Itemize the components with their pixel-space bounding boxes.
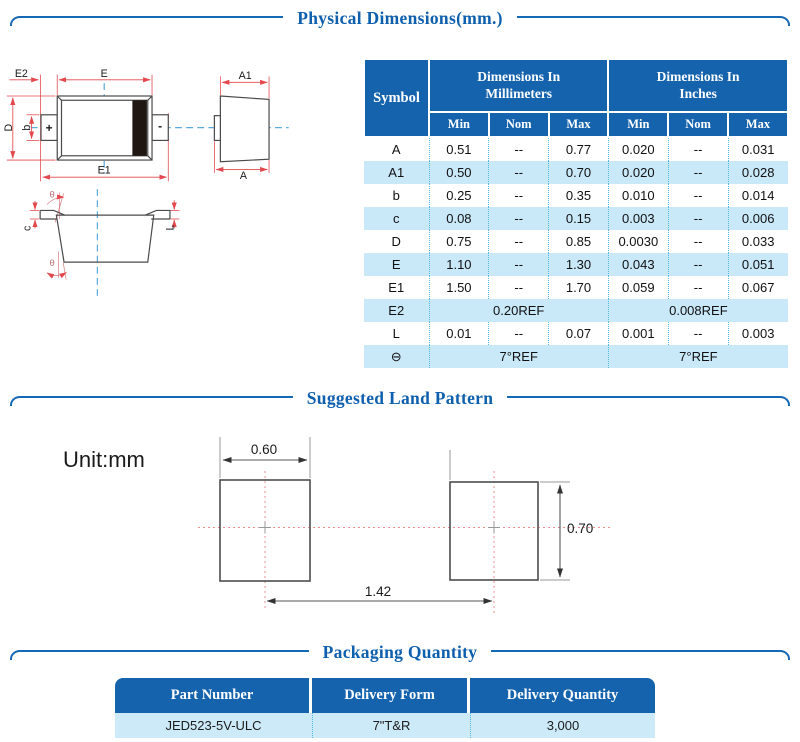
- label-plus: +: [45, 120, 53, 135]
- label-theta-top: θ: [49, 188, 55, 200]
- subheader-in-max: Max: [728, 112, 788, 137]
- section-title-packaging: Packaging Quantity: [322, 641, 478, 662]
- packaging-table-row: [115, 713, 655, 738]
- part-number-value: JED523-5V-ULC: [115, 713, 312, 738]
- column-header-symbol: Symbol: [364, 59, 429, 137]
- table-row-D: D 0.75 -- 0.85 0.0030 -- 0.033: [364, 230, 788, 253]
- symbol-cell: A: [391, 142, 401, 157]
- section-title-physical-dimensions: Physical Dimensions(mm.): [297, 7, 503, 28]
- table-row-b: b 0.25 -- 0.35 0.010 -- 0.014: [364, 184, 788, 207]
- unit-label: Unit:mm: [63, 447, 145, 472]
- label-e1: E1: [97, 164, 111, 177]
- subheader-mm-min: Min: [429, 112, 489, 137]
- group-header-millimeters: [429, 59, 608, 112]
- cathode-band: [132, 100, 147, 156]
- section-header-land-pattern: [0, 386, 800, 410]
- label-b: b: [20, 124, 33, 131]
- symbol-cell: E1: [388, 280, 405, 295]
- symbol-cell: c: [393, 211, 400, 226]
- table-row-c: c 0.08 -- 0.15 0.003 -- 0.006: [364, 207, 788, 230]
- pad-pitch-value: 1.42: [364, 584, 392, 599]
- land-pattern-drawing: [0, 430, 660, 634]
- solder-pads: [220, 480, 538, 581]
- table-row-A1: A1 0.50 -- 0.70 0.020 -- 0.028: [364, 161, 788, 184]
- table-row-theta: [364, 345, 788, 368]
- table-row-E: E 1.10 -- 1.30 0.043 -- 0.051: [364, 253, 788, 276]
- header-rule-left: [10, 16, 283, 26]
- packaging-table-header: [115, 678, 655, 713]
- label-minus: -: [158, 119, 163, 134]
- header-rule-left: [10, 650, 309, 660]
- subheader-mm-max: Max: [549, 112, 609, 137]
- symbol-cell: A1: [388, 165, 405, 180]
- table-row-E1: E1 1.50 -- 1.70 0.059 -- 0.067: [364, 276, 788, 299]
- header-rule-right: [507, 396, 790, 406]
- span-cell-mm: 7°REF: [429, 345, 608, 368]
- symbol-cell: E: [391, 257, 401, 272]
- section-header-physical-dimensions: [0, 6, 800, 30]
- symbol-cell: D: [391, 234, 401, 249]
- label-l: L: [164, 224, 177, 231]
- label-d: D: [2, 123, 15, 132]
- symbol-cell: L: [392, 326, 400, 341]
- delivery-quantity-value: 3,000: [470, 713, 655, 738]
- packaging-table: [115, 678, 655, 738]
- header-part-number: Part Number: [115, 678, 312, 713]
- symbol-cell: b: [392, 188, 400, 203]
- land-dimension-labels: [251, 442, 593, 599]
- pad-centerlines: [198, 471, 612, 613]
- delivery-form-value: 7"T&R: [312, 713, 470, 738]
- table-row-E2: [364, 299, 788, 322]
- header-rule-left: [10, 396, 293, 406]
- span-cell-mm: 0.20REF: [429, 299, 608, 322]
- group-header-inches-label: Dimensions In Inches: [656, 68, 740, 101]
- header-rule-right: [491, 650, 790, 660]
- pad-width-value: 0.60: [250, 442, 278, 457]
- header-delivery-form: Delivery Form: [312, 678, 470, 713]
- group-header-inches: [608, 59, 787, 112]
- table-row-L: L 0.01 -- 0.07 0.001 -- 0.003: [364, 322, 788, 345]
- dimensions-table: [363, 58, 789, 368]
- header-rule-right: [517, 16, 790, 26]
- label-a1: A1: [238, 69, 252, 82]
- label-e: E: [100, 68, 108, 81]
- subheader-in-min: Min: [608, 112, 668, 137]
- group-header-millimeters-label: Dimensions In Millimeters: [477, 68, 561, 101]
- span-cell-in: 7°REF: [608, 345, 787, 368]
- subheader-in-nom: Nom: [668, 112, 728, 137]
- symbol-cell: E2: [388, 303, 405, 318]
- span-cell-in: 0.008REF: [608, 299, 787, 322]
- label-e2: E2: [14, 68, 28, 81]
- label-theta-bottom: θ: [49, 256, 55, 268]
- package-dimension-drawing: [0, 55, 360, 377]
- label-a: A: [239, 169, 247, 182]
- pad-height-value: 0.70: [567, 521, 594, 536]
- subheader-mm-nom: Nom: [489, 112, 549, 137]
- section-header-packaging: [0, 640, 800, 664]
- label-c: c: [21, 225, 34, 232]
- symbol-cell: ⊖: [390, 348, 402, 364]
- section-title-land-pattern: Suggested Land Pattern: [306, 387, 494, 408]
- land-extension-lines: [220, 437, 570, 580]
- top-view-outline: [41, 96, 168, 160]
- side-view-outline: [214, 96, 269, 162]
- table-row-A: A 0.51 -- 0.77 0.020 -- 0.031: [364, 137, 788, 161]
- header-delivery-quantity: Delivery Quantity: [470, 678, 655, 713]
